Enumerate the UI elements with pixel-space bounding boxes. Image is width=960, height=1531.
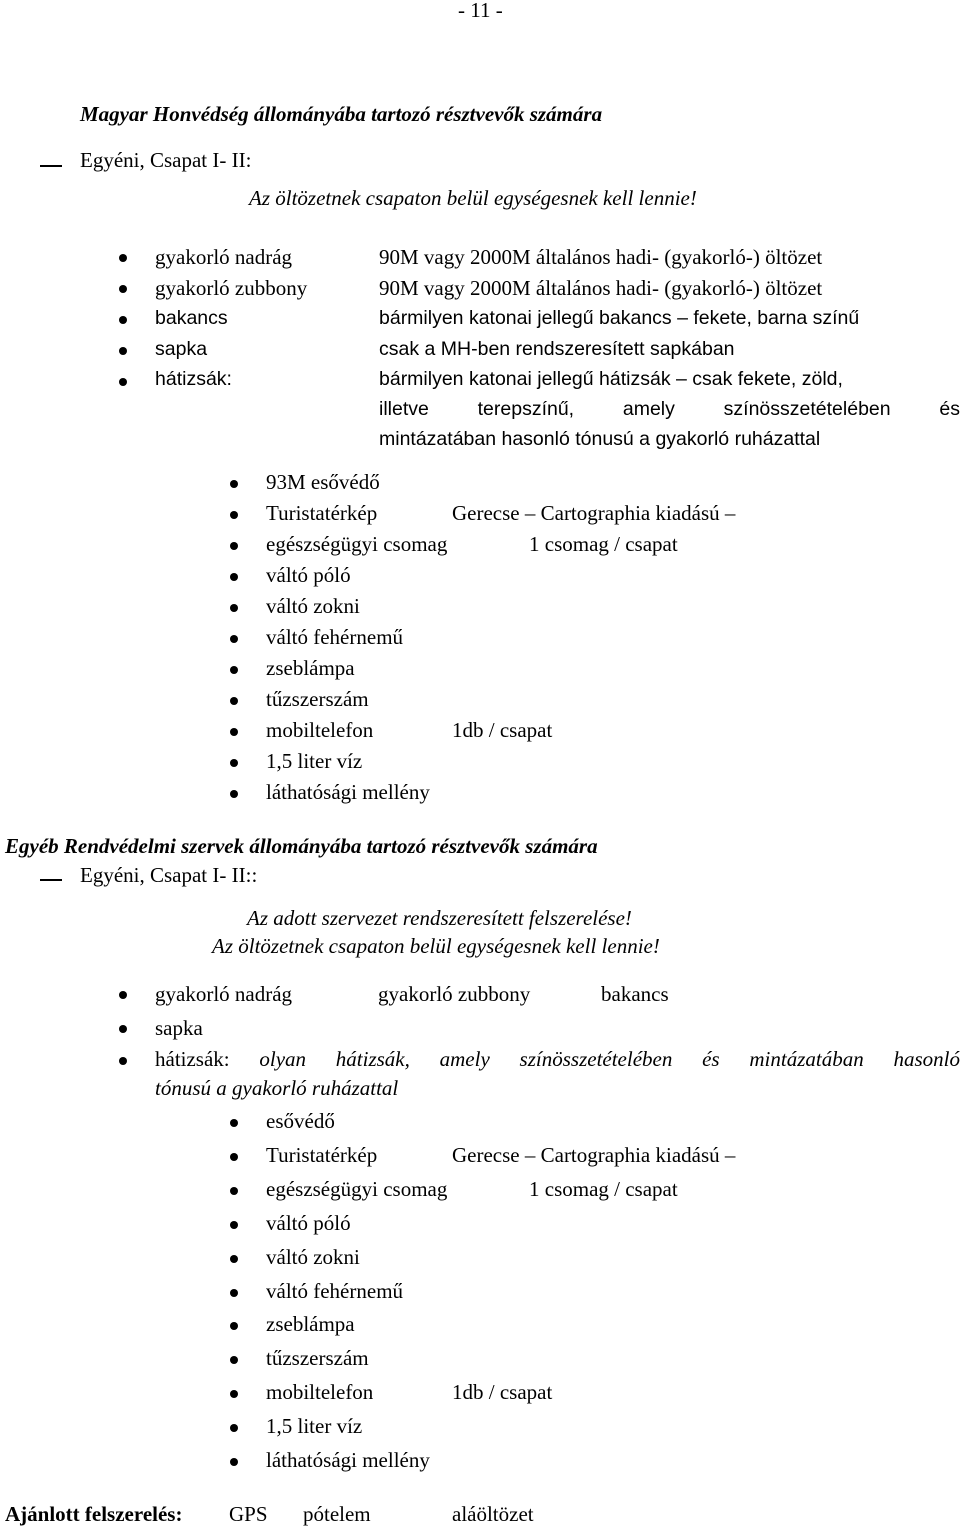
bullet-icon bbox=[230, 480, 238, 488]
equipment-detail: Gerecse – Cartographia kiadású – bbox=[452, 1143, 736, 1167]
equipment-detail: 1db / csapat bbox=[452, 1380, 553, 1404]
equipment-item: mobiltelefon bbox=[266, 718, 374, 742]
bullet-icon bbox=[230, 1119, 238, 1127]
clothing-label: gyakorló zubbony bbox=[155, 276, 308, 300]
equipment-item: 1,5 liter víz bbox=[266, 749, 363, 773]
bullet-icon bbox=[230, 1289, 238, 1297]
equipment-item: Turistatérkép bbox=[266, 501, 378, 525]
equipment-detail: Gerecse – Cartographia kiadású – bbox=[452, 501, 736, 525]
page-number: - 11 - bbox=[458, 0, 503, 22]
recommended-item: pótelem bbox=[303, 1502, 371, 1526]
equipment-item: mobiltelefon bbox=[266, 1380, 374, 1404]
equipment-item: zseblámpa bbox=[266, 1312, 355, 1336]
equipment-note: Az adott szervezet rendszeresített felszerelése! bbox=[247, 906, 632, 930]
equipment-item: egészségügyi csomag bbox=[266, 532, 448, 556]
bullet-icon bbox=[119, 1025, 127, 1033]
bullet-icon bbox=[230, 759, 238, 767]
bullet-icon bbox=[230, 1187, 238, 1195]
backpack-description: hátizsák: olyan hátizsák, amely színösszetételében és mintázatában hasonló bbox=[155, 1047, 960, 1071]
equipment-item: tűzszerszám bbox=[266, 687, 369, 711]
bullet-icon bbox=[230, 1255, 238, 1263]
bullet-icon bbox=[230, 511, 238, 519]
clothing-label: gyakorló nadrág bbox=[155, 982, 293, 1006]
equipment-item: váltó zokni bbox=[266, 1245, 360, 1269]
equipment-item: egészségügyi csomag bbox=[266, 1177, 448, 1201]
bullet-icon bbox=[119, 347, 127, 355]
clothing-value: csak a MH-ben rendszeresített sapkában bbox=[379, 338, 735, 360]
bullet-icon bbox=[119, 378, 127, 386]
category-label: Egyéni, Csapat I- II: bbox=[80, 148, 252, 172]
bullet-icon bbox=[230, 666, 238, 674]
clothing-value: 90M vagy 2000M általános hadi- (gyakorló-) öltözet bbox=[379, 245, 823, 269]
recommended-label: Ajánlott felszerelés: bbox=[5, 1502, 183, 1526]
clothing-label: gyakorló nadrág bbox=[155, 245, 293, 269]
clothing-value: 90M vagy 2000M általános hadi- (gyakorló-) öltözet bbox=[379, 276, 823, 300]
equipment-detail: 1 csomag / csapat bbox=[529, 1177, 678, 1201]
uniform-note: Az öltözetnek csapaton belül egységesnek kell lennie! bbox=[212, 934, 660, 958]
recommended-item: aláöltözet bbox=[452, 1502, 534, 1526]
equipment-item: 93M esővédő bbox=[266, 470, 380, 494]
backpack-continuation: tónusú a gyakorló ruházattal bbox=[155, 1076, 399, 1100]
bullet-icon bbox=[230, 1221, 238, 1229]
equipment-item: zseblámpa bbox=[266, 656, 355, 680]
backpack-continuation: mintázatában hasonló tónusú a gyakorló ruházattal bbox=[379, 428, 821, 450]
equipment-detail: 1 csomag / csapat bbox=[529, 532, 678, 556]
backpack-continuation: illetve terepszínű, amely színösszetételében és bbox=[379, 398, 960, 420]
bullet-icon bbox=[119, 1057, 127, 1065]
bullet-icon bbox=[119, 991, 127, 999]
bullet-icon bbox=[230, 790, 238, 798]
equipment-item: láthatósági mellény bbox=[266, 1448, 430, 1472]
clothing-label: sapka bbox=[155, 338, 208, 360]
clothing-label: sapka bbox=[155, 1016, 203, 1040]
equipment-item: 1,5 liter víz bbox=[266, 1414, 363, 1438]
bullet-icon bbox=[230, 1153, 238, 1161]
bullet-icon bbox=[119, 254, 127, 262]
recommended-item: GPS bbox=[229, 1502, 268, 1526]
bullet-icon bbox=[230, 1356, 238, 1364]
bullet-icon bbox=[230, 1322, 238, 1330]
equipment-detail: 1db / csapat bbox=[452, 718, 553, 742]
clothing-label: bakancs bbox=[601, 982, 669, 1006]
clothing-label: gyakorló zubbony bbox=[378, 982, 531, 1006]
bullet-icon bbox=[230, 1424, 238, 1432]
clothing-label: bakancs bbox=[155, 307, 228, 329]
equipment-item: váltó fehérnemű bbox=[266, 625, 404, 649]
section-title-rendvedelmi: Egyéb Rendvédelmi szervek állományába tartozó résztvevők számára bbox=[5, 834, 598, 858]
equipment-item: esővédő bbox=[266, 1109, 335, 1133]
bullet-icon bbox=[119, 316, 127, 324]
bullet-icon bbox=[230, 542, 238, 550]
bullet-icon bbox=[230, 697, 238, 705]
bullet-icon bbox=[230, 635, 238, 643]
dash-marker bbox=[40, 879, 62, 881]
clothing-value: bármilyen katonai jellegű hátizsák – csak fekete, zöld, bbox=[379, 368, 843, 390]
section-title-honvedseg: Magyar Honvédség állományába tartozó résztvevők számára bbox=[80, 102, 603, 126]
equipment-item: váltó póló bbox=[266, 1211, 351, 1235]
equipment-item: láthatósági mellény bbox=[266, 780, 430, 804]
bullet-icon bbox=[119, 285, 127, 293]
equipment-item: váltó fehérnemű bbox=[266, 1279, 404, 1303]
equipment-item: tűzszerszám bbox=[266, 1346, 369, 1370]
equipment-item: váltó póló bbox=[266, 563, 351, 587]
bullet-icon bbox=[230, 1390, 238, 1398]
equipment-item: Turistatérkép bbox=[266, 1143, 378, 1167]
dash-marker bbox=[40, 165, 62, 167]
uniform-note: Az öltözetnek csapaton belül egységesnek kell lennie! bbox=[249, 186, 697, 210]
category-label: Egyéni, Csapat I- II:: bbox=[80, 863, 258, 887]
bullet-icon bbox=[230, 573, 238, 581]
bullet-icon bbox=[230, 728, 238, 736]
bullet-icon bbox=[230, 1458, 238, 1466]
bullet-icon bbox=[230, 604, 238, 612]
clothing-label: hátizsák: bbox=[155, 368, 232, 390]
clothing-value: bármilyen katonai jellegű bakancs – fekete, barna színű bbox=[379, 307, 860, 329]
equipment-item: váltó zokni bbox=[266, 594, 360, 618]
